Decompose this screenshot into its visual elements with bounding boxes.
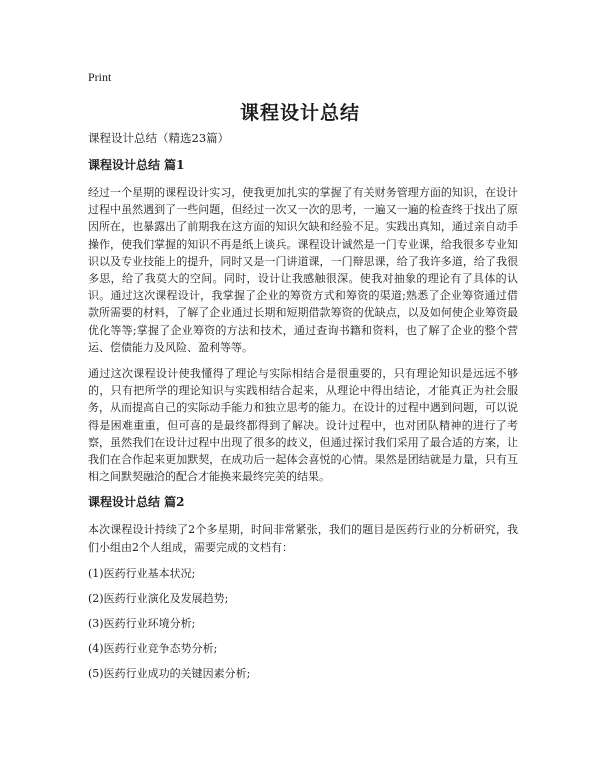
print-label: Print xyxy=(88,70,112,84)
page-title: 课程设计总结 xyxy=(239,102,360,124)
list-item: (4)医药行业竞争态势分析; xyxy=(88,641,218,655)
paragraph: 经过一个星期的课程设计实习，使我更加扎实的掌握了有关财务管理方面的知识，在设计过程中虽然遇到了一些问题，但经过一次又一次的思考，一遍又一遍的检查终于找出了原因所在，也暴露出了前期我在这方面的知识欠缺和经验不足。实践出真知，通过亲自动手操作，使我们掌握的知识不再是纸上谈兵。课程设计诚然是一门专业课，给我很多专业知识以及专业技能上的提升，同时又是一门讲道课，一门辩思课，给了我许多道，给了我很多思，给了我莫大的空间。同时，设计让我感触很深。使我对抽象的理论有了具体的认识。通过这次课程设计，我掌握了企业的筹资方式和筹资的渠道;熟悉了企业筹资通过借款所需要的材料，了解了企业通过长期和短期借款筹资的优缺点，以及如何使企业筹资最优化等等;掌握了企业筹资的方法和技术，通过查询书籍和资料，也了解了企业的整个营运、偿债能力及风险、盈利等等。 xyxy=(88,186,518,354)
document-subtitle: 课程设计总结（精选23篇） xyxy=(88,131,230,145)
document-body xyxy=(88,130,518,690)
section-heading: 课程设计总结 篇2 xyxy=(88,495,185,510)
list-item: (2)医药行业演化及发展趋势; xyxy=(88,591,229,605)
paragraph: 通过这次课程设计使我懂得了理论与实际相结合是很重要的，只有理论知识是远远不够的，只有把所学的理论知识与实践相结合起来，从理论中得出结论，才能真正为社会服务，从而提高自己的实际动手能力和独立思考的能力。在设计的过程中遇到问题，可以说得是困难重重，但可喜的是最终都得到了解决。设计过程中，也对团队精神的进行了考察，虽然我们在设计过程中出现了很多的歧义，但通过探讨我们采用了最合适的方案，让我们在合作起来更加默契，在成功后一起体会喜悦的心情。果然是团结就是力量，只有互相之间默契融洽的配合才能换来最终完美的结果。 xyxy=(88,367,518,484)
list-item: (3)医药行业环境分析; xyxy=(88,616,196,630)
list-item: (1)医药行业基本状况; xyxy=(88,566,196,580)
list-item: (5)医药行业成功的关键因素分析; xyxy=(88,666,251,680)
section-2 xyxy=(88,494,518,681)
paragraph: 本次课程设计持续了2个多星期，时间非常紧张，我们的题目是医药行业的分析研究，我们小组由2个人组成，需要完成的文档有： xyxy=(88,523,518,554)
section-1 xyxy=(88,157,518,485)
section-heading: 课程设计总结 篇1 xyxy=(88,158,185,172)
